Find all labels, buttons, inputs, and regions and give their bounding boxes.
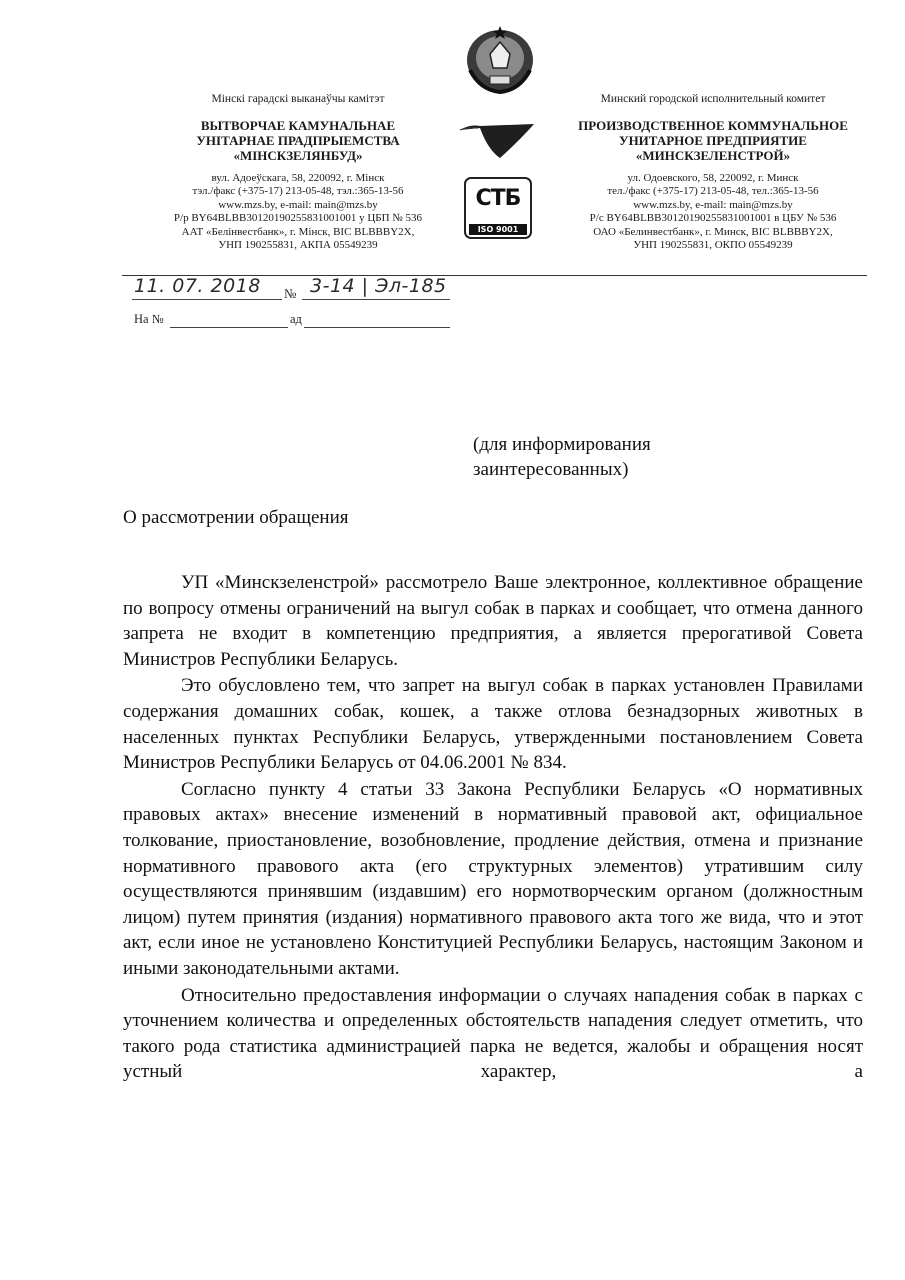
- org-line: ПРОИЗВОДСТВЕННОЕ КОММУНАЛЬНОЕ: [578, 118, 848, 133]
- body-paragraph: УП «Минскзеленстрой» рассмотрело Ваше электронное, коллективное обращение по вопросу отмены ограничений на выгул собак в парках и сообщает, что отмена данного запрета не входит в компетенцию предприятия, а является прерогативой Совета Министров Республики Беларусь.: [123, 572, 863, 670]
- from-label: ад: [290, 312, 302, 326]
- letterhead-left: [138, 92, 458, 252]
- cert-letters: СТБ: [475, 186, 521, 211]
- addressee-line: заинтересованных): [473, 459, 629, 480]
- web-email-line: www.mzs.by, e-mail: main@mzs.by: [633, 198, 793, 211]
- phone-line: тел./факс (+375-17) 213-05-48, тел.:365-13-56: [607, 185, 819, 198]
- addressee-line: (для информирования: [473, 434, 651, 455]
- letterhead-right: [548, 92, 878, 252]
- bank-line: ОАО «Белинвестбанк», г. Минск, BIC BLBBBY2X,: [593, 225, 833, 238]
- reply-date-underline: [304, 327, 450, 328]
- cert-caption: ISO 9001: [469, 224, 527, 235]
- reply-to-label: На №: [134, 312, 164, 326]
- account-line: Р/с BY64BLBB30120190255831001001 в ЦБУ № 536: [589, 212, 837, 225]
- org-line: УНІТАРНАЕ ПРАДПРЫЕМСТВА: [196, 133, 400, 148]
- body-paragraph: Это обусловлено тем, что запрет на выгул собак в парках установлен Правилами содержания домашних собак, кошек, а также отлова безнадзорных животных в населенных пунктах Республики Беларусь, утвержденными постановлением Совета Министров Республики Беларусь от 04.06.2001 № 834.: [123, 675, 863, 774]
- number-underline: [302, 299, 450, 300]
- address-line: ул. Одоевского, 58, 220092, г. Минск: [627, 172, 799, 184]
- account-line: Р/р BY64BLBB30120190255831001001 у ЦБП № 536: [173, 212, 423, 225]
- state-emblem-icon: [460, 20, 540, 95]
- parent-authority-ru: Минский городской исполнительный комитет: [600, 93, 826, 105]
- org-line: ВЫТВОРЧАЕ КАМУНАЛЬНАЕ: [200, 118, 396, 133]
- web-email-line: www.mzs.by, e-mail: main@mzs.by: [218, 198, 378, 211]
- org-line: УНИТАРНОЕ ПРЕДПРИЯТИЕ: [619, 133, 807, 148]
- leaf-logo-icon: [458, 118, 536, 160]
- number-label: №: [284, 286, 297, 301]
- contacts-ru: [548, 172, 878, 252]
- date-handwritten: 11. 07. 2018: [134, 275, 261, 297]
- body-paragraph: Согласно пункту 4 статьи 33 Закона Республики Беларусь «О нормативных правовых актах» внесение изменений в нормативный правовой акт, официальное толкование, приостановление, возобновление, продление действия, отмена и признание нормативного правового акта (его структурных элементов) утратившим силу осуществляются принявшим (издавшим) его нормотворческим органом (должностным лицом) путем принятия (издания) нормативного правового акта того же вида, что и этот акт, если иное не установлено Конституцией Республики Беларусь, настоящим Законом и иными законодательными актами.: [123, 778, 863, 979]
- tax-id-line: УНП 190255831, АКПА 05549239: [218, 239, 378, 252]
- number-handwritten: 3-14 | Эл-185: [310, 275, 447, 297]
- letter-subject: О рассмотрении обращения: [123, 507, 349, 528]
- org-name-by: [138, 118, 458, 163]
- reply-number-underline: [170, 327, 288, 328]
- parent-authority-by: Мінскі гарадскі выканаўчы камітэт: [211, 93, 385, 105]
- address-line: вул. Адоеўскага, 58, 220092, г. Мінск: [211, 172, 385, 184]
- contacts-by: [138, 172, 458, 252]
- letter-body: [123, 570, 863, 1085]
- bank-line: ААТ «Белінвестбанк», г. Мінск, BIC BLBBBY2X,: [181, 225, 415, 238]
- org-line: «МИНСКЗЕЛЕНСТРОЙ»: [635, 148, 791, 163]
- certification-logo: [464, 177, 532, 239]
- phone-line: тэл./факс (+375-17) 213-05-48, тэл.:365-13-56: [192, 185, 404, 198]
- tax-id-line: УНП 190255831, ОКПО 05549239: [633, 239, 793, 252]
- date-underline: [132, 299, 282, 300]
- addressee: [473, 432, 773, 482]
- body-paragraph: Относительно предоставления информации о случаях нападения собак в парках с уточнением количества и определенных обстоятельств нападения следует отметить, что такого рода статистика администрацией парка не ведется, жалобы и обращения носят устный характер, а: [123, 984, 863, 1083]
- org-name-ru: [548, 118, 878, 163]
- org-line: «МІНСКЗЕЛЯНБУД»: [233, 148, 363, 163]
